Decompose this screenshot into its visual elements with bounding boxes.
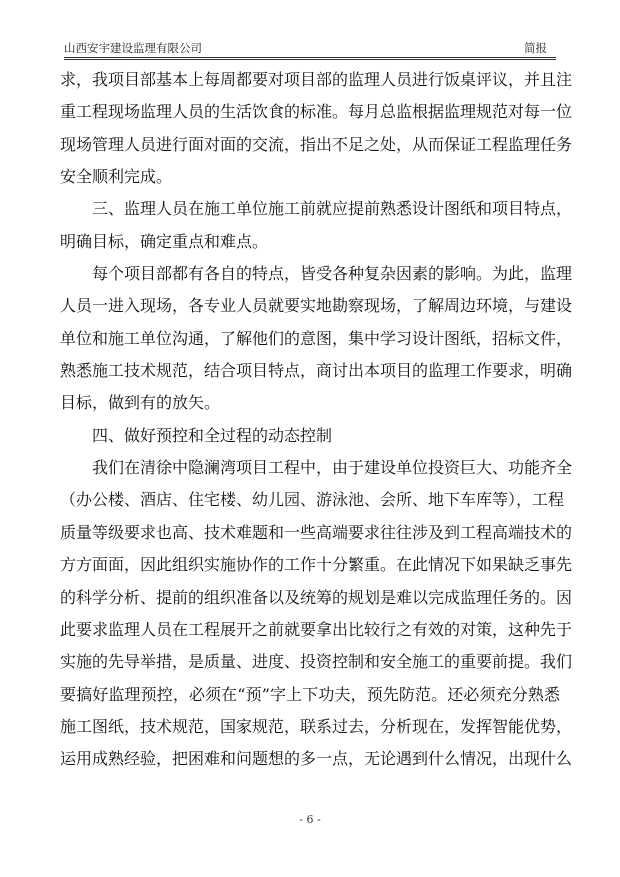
text-line: 每个项目部都有各自的特点，皆受各种复杂因素的影响。为此，监理 (92, 264, 573, 284)
text-line: 单位和施工单位沟通，了解他们的意图，集中学习设计图纸，招标文件， (60, 328, 573, 348)
header-rule (64, 59, 556, 60)
text-line: 安全顺利完成。 (60, 167, 173, 187)
company-name: 山西安宇建设监理有限公司 (64, 41, 202, 55)
text-line: 三、监理人员在施工单位施工前就应提前熟悉设计图纸和项目特点， (92, 199, 573, 219)
page-header (64, 40, 556, 56)
document-type: 简报 (524, 41, 547, 55)
text-line: 明确目标，确定重点和难点。 (60, 231, 269, 251)
text-line: 要搞好监理预控，必须在“预”字上下功夫，预先防范。还必须充分熟悉 (60, 684, 560, 704)
text-line: 我们在清徐中隐澜湾项目工程中，由于建设单位投资巨大、功能齐全 (92, 458, 573, 478)
document-body (60, 64, 573, 776)
text-line: 实施的先导举措，是质量、进度、投资控制和安全施工的重要前提。我们 (60, 652, 573, 672)
text-line: 重工程现场监理人员的生活饮食的标准。每月总监根据监理规范对每一位 (60, 102, 573, 122)
text-line: 人员一进入现场，各专业人员就要实地勘察现场，了解周边环境，与建设 (60, 296, 573, 316)
page-number: - 6 - (299, 813, 321, 826)
text-line: 求，我项目部基本上每周都要对项目部的监理人员进行饭桌评议，并且注 (60, 70, 573, 89)
header-rule (64, 57, 556, 58)
text-line: 此要求监理人员在工程展开之前就要拿出比较行之有效的对策，这种先于 (60, 619, 573, 639)
text-line: 熟悉施工技术规范，结合项目特点，商讨出本项目的监理工作要求，明确 (60, 361, 573, 381)
text-line: 方方面面，因此组织实施协作的工作十分繁重。在此情况下如果缺乏事先 (60, 555, 573, 575)
text-line: （办公楼、酒店、住宅楼、幼儿园、游泳池、会所、地下车库等），工程 (60, 490, 565, 510)
text-line: 四、做好预控和全过程的动态控制 (92, 425, 333, 445)
text-line: 的科学分析、提前的组织准备以及统筹的规划是难以完成监理任务的。因 (60, 587, 573, 607)
text-line: 施工图纸，技术规范，国家规范，联系过去，分析现在，发挥智能优势， (60, 716, 573, 736)
text-line: 质量等级要求也高、技术难题和一些高端要求往往涉及到工程高端技术的 (60, 522, 573, 542)
text-line: 现场管理人员进行面对面的交流，指出不足之处，从而保证工程监理任务 (60, 134, 573, 154)
text-line: 运用成熟经验，把困难和问题想的多一点，无论遇到什么情况，出现什么 (60, 749, 573, 769)
text-line: 目标，做到有的放矢。 (60, 393, 221, 413)
